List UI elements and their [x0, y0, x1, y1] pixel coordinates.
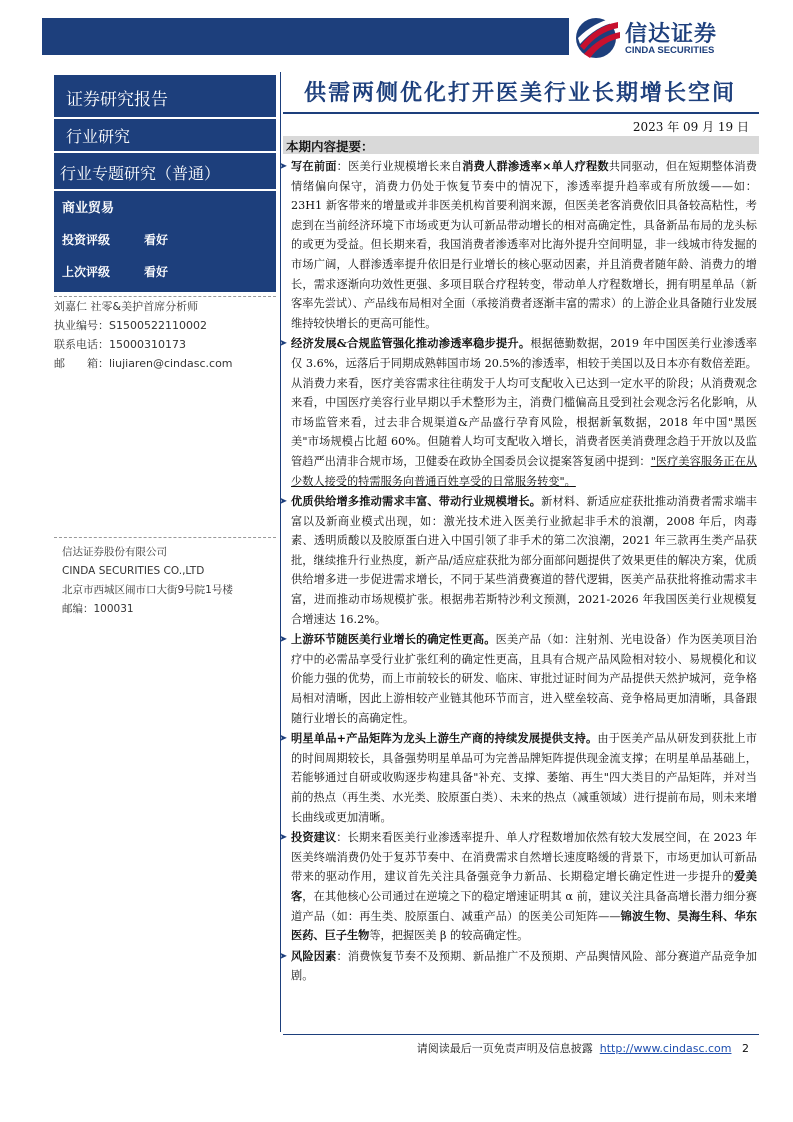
summary-content	[279, 157, 757, 987]
arrow-bullet-icon: ➤	[279, 832, 288, 844]
page-number: 2	[742, 1042, 749, 1055]
summary-paragraph	[279, 828, 757, 946]
analyst-license: 执业编号：S1500522110002	[54, 319, 207, 332]
company-name-cn: 信达证券股份有限公司	[62, 546, 167, 558]
paragraph-text: 共同驱动，但在短期整体消费情绪偏向保守，消费力仍处于恢复节奏中的情况下，渗透率提升趋率或有所放缓——如：23H1 新客带来的增量或并非医美机构首要利润来源，但医美老客消费依旧具备较高粘性，考虑到在当前经济环境下市场或更为认可新品带动增长的相对高确定性，具备新品布局的龙头标的或更为受益。但长期来看，我国消费者渗透率对比海外提升空间明显，非一线城市待发掘的市场广阔，人群渗透率提升依旧是行业增长的核心驱动因素，并且消费者随年龄、消费力的增长，需求逐渐向功效性更强、多项目联合疗程转变，带动单人疗程数增长，拥有明星单品（新客率先尝试）、产品线布局相对全面（承接消费者逐渐丰富的需求）的上游企业具备随行业发展维持较快增长的更高可能性。	[291, 160, 757, 330]
prev-rating-label: 上次评级	[62, 265, 111, 279]
paragraph-lead: 投资建议	[291, 830, 337, 845]
paragraph-lead: 经济发展&合规监管强化推动渗透率稳步提升。	[291, 336, 531, 351]
paragraph-lead: 写在前面	[291, 159, 337, 173]
paragraph-text: 等，把握医美 β 的较高确定性。	[369, 929, 529, 943]
summary-paragraph	[279, 947, 757, 986]
company-postcode: 邮编：100031	[62, 603, 134, 615]
analyst-email[interactable]: 邮 箱：liujiaren@cindasc.com	[54, 357, 233, 370]
company-info	[62, 543, 276, 619]
summary-paragraph	[279, 729, 757, 827]
column-divider	[280, 72, 281, 1032]
arrow-bullet-icon: ➤	[279, 733, 288, 745]
arrow-bullet-icon: ➤	[279, 950, 288, 962]
research-type: 行业研究	[66, 127, 131, 146]
arrow-bullet-icon: ➤	[279, 338, 288, 350]
industry: 商业贸易	[62, 201, 115, 216]
analyst-name: 刘嘉仁 社零&美护首席分析师	[54, 300, 199, 313]
footer	[417, 1040, 749, 1056]
industry-row	[62, 197, 114, 216]
research-type-box	[54, 119, 276, 151]
cinda-logo	[574, 14, 774, 60]
report-date: 2023 年 09 月 19 日	[632, 120, 749, 134]
summary-paragraph	[279, 630, 757, 728]
paragraph-lead: 优质供给增多推动需求丰富、带动行业规模增长。	[291, 494, 542, 509]
company-name-en: CINDA SECURITIES CO.,LTD	[62, 565, 205, 577]
logo-chinese-name: 信达证券	[625, 22, 718, 47]
report-type: 证券研究报告	[66, 90, 168, 110]
topic-box	[54, 153, 276, 189]
logo-english-name: CINDA SECURITIES	[625, 45, 715, 56]
paragraph-text: ：长期来看医美行业渗透率提升、单人疗程数增加依然有较大发展空间，在 2023 年医美终端消费仍处于复苏节奏中、在消费需求自然增长速度略缓的背景下，市场更加认可新品带来的驱动作用，建议首先关注具备强竞争力新品、长期稳定增长确定性进一步提升的	[291, 831, 757, 884]
website-link[interactable]: http://www.cindasc.com	[599, 1042, 732, 1055]
analyst-info	[54, 297, 276, 373]
paragraph-text: 医美产品（如：注射剂、光电设备）作为医美项目治疗中的必需品享受行业扩张红利的确定性更高，且具有合规产品风险相对较小、易规模化和议价能力强的优势，而上市前较长的研发、临床、审批过证时间为产品提供天然护城河，竞争格局相对清晰，因此上游相较产业链其他环节而言，进入壁垒较高、竞争格局更加清晰，具备跟随行业增长的高确定性。	[291, 633, 757, 725]
analyst-phone: 联系电话：15000310173	[54, 338, 186, 351]
report-type-box	[54, 75, 276, 117]
rating-label: 投资评级	[62, 233, 111, 247]
summary-paragraph	[279, 334, 757, 491]
prev-rating-value: 看好	[144, 265, 169, 279]
paragraph-text: ：医美行业规模增长来自	[336, 160, 463, 173]
paragraph-emphasis: 锦波生物、昊海生科、华东医药、巨子生物	[291, 908, 757, 943]
paragraph-lead: 明星单品+产品矩阵为龙头上游生产商的持续发展提供支持。	[291, 731, 598, 746]
arrow-bullet-icon: ➤	[279, 161, 288, 172]
cinda-logo-icon	[574, 16, 620, 60]
paragraph-lead: 上游环节随医美行业增长的确定性更高。	[291, 632, 496, 647]
paragraph-text: 由于医美产品从研发到获批上市的时间周期较长，具备强势明星单品可为完善品牌矩阵提供现金流支撑；在明星单品基础上，若能够通过自研或收购逐步构建具备"补充、支撑、萎缩、再生"四大类目的产品矩阵，并对当前的热点（再生类、水光类、胶原蛋白类）、未来的热点（减重领域）进行提前布局，则未来增长曲线或更加清晰。	[291, 732, 757, 824]
rating-value: 看好	[144, 233, 169, 247]
divider	[54, 537, 276, 538]
paragraph-text: ：消费恢复节奏不及预期、新品推广不及预期、产品舆情风险、部分赛道产品竞争加剧。	[291, 949, 757, 983]
rating-row	[62, 231, 169, 248]
report-title: 供需两侧优化打开医美行业长期增长空间	[303, 81, 736, 106]
summary-paragraph	[279, 157, 757, 333]
topic: 行业专题研究（普通）	[60, 164, 221, 183]
summary-label: 本期内容提要：	[286, 139, 374, 154]
summary-paragraph	[279, 492, 757, 629]
arrow-bullet-icon: ➤	[279, 634, 288, 646]
prev-rating-row	[62, 263, 169, 280]
company-address: 北京市西城区闹市口大街9号院1号楼	[62, 584, 233, 596]
footer-divider	[283, 1034, 759, 1035]
title-underline	[283, 112, 759, 114]
paragraph-text: 根据德勤数据，2019 年中国医美行业渗透率仅 3.6%，远落后于同期成熟韩国市场 20.5%的渗透率，相较于美国以及日本亦有数倍差距。从消费力来看，医疗美容需求往往萌发于人均可支配收入已达到一定水平的阶段；从消费观念来看，中国医疗美容行业早期以手术整形为主，消费门槛偏高且受到社会观念污名化影响，从市场监管来看，过去非合规渠道&产品盛行孕育风险，根据新氧数据，2018 年中国"黑医美"市场规模占比超 60%。但随着人均可支配收入增长，消费者医美消费理念趋于开放以及监管趋严出清非合规市场，卫健委在政协全国委员会议提案答复函中提到：	[291, 337, 757, 468]
paragraph-text: ，在其他核心公司通过在逆境之下的稳定增速证明其 α 前，建议关注具备高增长潜力细分赛道产品（如：再生类、胶原蛋白、减重产品）的医美公司矩阵——	[291, 889, 757, 923]
paragraph-quote: "医疗美容服务正在从少数人接受的特需服务向普通百姓享受的日常服务转变"。	[291, 454, 757, 488]
disclaimer-text: 请阅读最后一页免责声明及信息披露	[416, 1042, 593, 1055]
paragraph-text: 新材料、新适应症获批推动消费者需求端丰富以及新商业模式出现，如：激光技术进入医美行业掀起非手术的浪潮，2008 年后，肉毒素、透明质酸以及胶原蛋白进入中国引领了非手术的第二次浪潮，2021 年三款再生类产品获批，继续推升行业热度，新产品/适应症获批为部分面部问题提供了效果更佳的解决方案，优质供给增多进一步促进需求增长，不同于某些消费赛道的替代逻辑，医美产品获批将推动需求丰富，进而推动市场规模扩张。根据弗若斯特沙利文预测，2021-2026 年我国医美行业规模复合增速达 16.2%。	[291, 495, 757, 626]
rating-box	[54, 191, 276, 292]
paragraph-lead: 风险因素	[291, 948, 337, 963]
summary-header	[283, 136, 759, 154]
header-bar	[42, 18, 569, 55]
paragraph-emphasis: 消费人群渗透率×单人疗程数	[462, 159, 609, 173]
arrow-bullet-icon: ➤	[279, 496, 288, 508]
paragraph-emphasis: 爱美客	[291, 869, 757, 903]
